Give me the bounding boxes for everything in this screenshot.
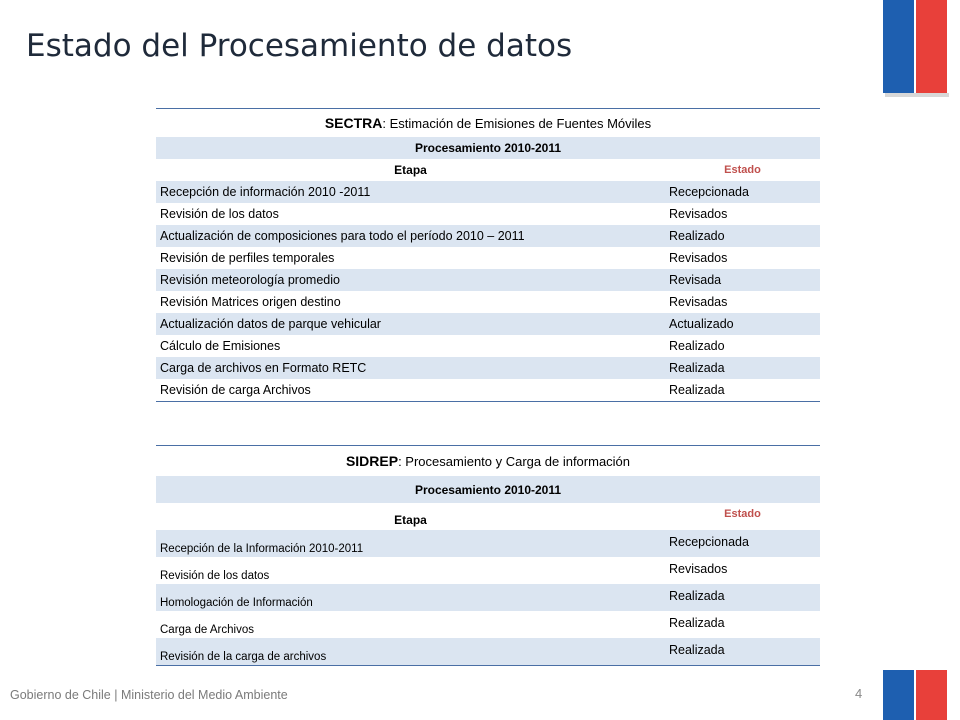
table-period-header — [156, 137, 820, 159]
estado-cell: Realizado — [669, 229, 725, 243]
estado-cell: Revisada — [669, 273, 722, 287]
table-row — [156, 181, 820, 203]
column-header-etapa: Etapa — [394, 163, 427, 177]
page-number: 4 — [855, 686, 863, 701]
chile-flag-decoration-top — [883, 0, 947, 93]
table-row — [156, 530, 820, 557]
table-column-headers — [156, 503, 820, 530]
table-row — [156, 357, 820, 379]
page-title: Estado del Procesamiento de datos — [26, 28, 573, 64]
table-row — [156, 313, 820, 335]
table-row — [156, 269, 820, 291]
table-subtitle: : Estimación de Emisiones de Fuentes Móviles — [382, 115, 652, 131]
etapa-cell: Recepción de la Información 2010-2011 — [160, 543, 364, 555]
etapa-cell: Revisión meteorología promedio — [160, 273, 340, 287]
column-header-etapa: Etapa — [394, 512, 427, 527]
estado-cell: Actualizado — [669, 317, 734, 331]
table-row — [156, 247, 820, 269]
flag-red-stripe — [916, 670, 947, 720]
chile-flag-decoration-bottom — [883, 670, 947, 720]
table-title — [156, 446, 820, 476]
table-row — [156, 335, 820, 357]
table-name: SIDREP — [345, 452, 399, 469]
flag-red-stripe — [916, 0, 947, 93]
etapa-cell: Revisión de los datos — [160, 207, 279, 221]
flag-shadow — [885, 93, 949, 97]
estado-cell: Realizada — [669, 589, 725, 603]
table-name: SECTRA — [324, 114, 383, 131]
table-period-header — [156, 476, 820, 503]
etapa-cell: Revisión de los datos — [160, 570, 270, 582]
etapa-cell: Homologación de Información — [160, 597, 313, 609]
etapa-cell: Carga de Archivos — [160, 624, 254, 636]
table-row — [156, 557, 820, 584]
table-row — [156, 291, 820, 313]
estado-cell: Revisados — [669, 562, 728, 576]
estado-cell: Recepcionada — [669, 535, 749, 549]
sectra-table — [156, 108, 820, 402]
etapa-cell: Revisión de carga Archivos — [160, 383, 311, 397]
footer-text: Gobierno de Chile | Ministerio del Medio Ambiente — [10, 688, 288, 702]
table-row — [156, 379, 820, 401]
estado-cell: Realizada — [669, 383, 725, 397]
estado-cell: Realizada — [669, 616, 725, 630]
etapa-cell: Actualización datos de parque vehicular — [160, 317, 381, 331]
estado-cell: Realizado — [669, 339, 725, 353]
sidrep-table — [156, 445, 820, 666]
period-label: Procesamiento 2010-2011 — [414, 482, 562, 497]
table-column-headers — [156, 159, 820, 181]
table-title — [156, 109, 820, 137]
column-header-estado: Estado — [724, 507, 761, 520]
etapa-cell: Actualización de composiciones para todo el período 2010 – 2011 — [160, 229, 525, 243]
estado-cell: Realizada — [669, 361, 725, 375]
etapa-cell: Cálculo de Emisiones — [160, 339, 281, 353]
estado-cell: Revisados — [669, 207, 728, 221]
estado-cell: Revisadas — [669, 295, 728, 309]
etapa-cell: Revisión de perfiles temporales — [160, 251, 335, 265]
flag-blue-stripe — [883, 670, 914, 720]
estado-cell: Recepcionada — [669, 185, 749, 199]
etapa-cell: Recepción de información 2010 -2011 — [160, 185, 371, 199]
estado-cell: Revisados — [669, 251, 728, 265]
table-row — [156, 225, 820, 247]
table-row — [156, 203, 820, 225]
etapa-cell: Revisión Matrices origen destino — [160, 295, 341, 309]
table-row — [156, 611, 820, 638]
period-label: Procesamiento 2010-2011 — [414, 141, 562, 155]
etapa-cell: Revisión de la carga de archivos — [160, 651, 327, 663]
estado-cell: Realizada — [669, 643, 725, 657]
column-header-estado: Estado — [724, 164, 761, 176]
table-row — [156, 638, 820, 665]
flag-blue-stripe — [883, 0, 914, 93]
etapa-cell: Carga de archivos en Formato RETC — [160, 361, 367, 375]
table-row — [156, 584, 820, 611]
table-subtitle: : Procesamiento y Carga de información — [398, 453, 631, 469]
